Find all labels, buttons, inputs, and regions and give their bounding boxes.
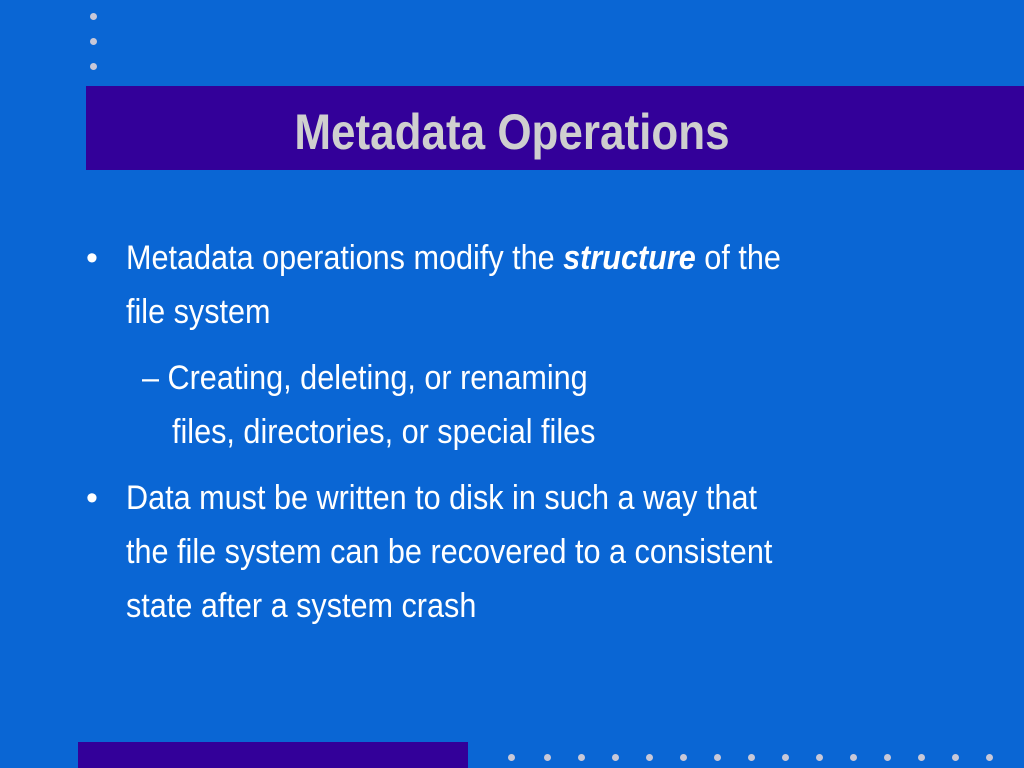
slide-title: Metadata Operations [294, 104, 730, 160]
bottom-bar [78, 742, 468, 768]
decor-dot [782, 754, 789, 761]
bullet-1-text-pre: Metadata operations modify the [126, 239, 564, 277]
bullet-1-line-2: file system [126, 293, 271, 331]
decor-dot [544, 754, 551, 761]
decor-dot [508, 754, 515, 761]
bullet-1-emphasis: structure [563, 239, 696, 277]
decor-dot [612, 754, 619, 761]
decor-dot [884, 754, 891, 761]
bullet-1-text-post: of the [695, 239, 781, 277]
decor-dot [714, 754, 721, 761]
bullet-1-line-1 [126, 238, 781, 278]
bullet-2-line-1: Data must be written to disk in such a way that [126, 479, 757, 517]
decor-dot [986, 754, 993, 761]
decor-dot [918, 754, 925, 761]
decor-dot [578, 754, 585, 761]
decor-dot [850, 754, 857, 761]
sub-bullet-line-2: files, directories, or special files [172, 413, 596, 451]
bullet-2-line-3: state after a system crash [126, 587, 477, 625]
sub-bullet-line-1: – Creating, deleting, or renaming [142, 359, 588, 397]
decor-dot [680, 754, 687, 761]
decor-dot [952, 754, 959, 761]
bullet-marker: • [86, 479, 98, 517]
decor-dot [816, 754, 823, 761]
decor-dot [748, 754, 755, 761]
bullet-2-line-2: the file system can be recovered to a consistent [126, 533, 773, 571]
decor-dot [646, 754, 653, 761]
bullet-marker: • [86, 239, 98, 277]
